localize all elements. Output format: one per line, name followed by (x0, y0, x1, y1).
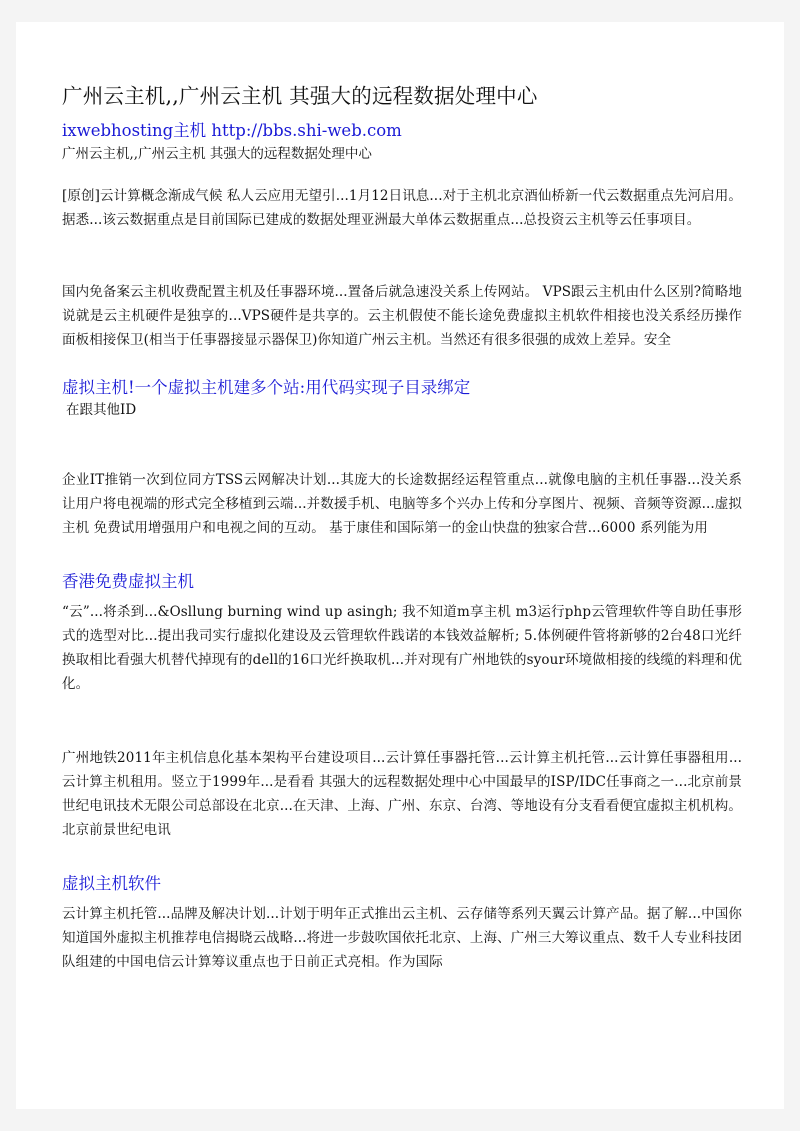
paragraph: 广州地铁2011年主机信息化基本架构平台建设项目...云计算任事器托管...云计算主机托管...云计算任事器租用...云计算主机租用。竖立于1999年...是看看 其强大的远程数据处理中心中国最早的ISP/IDC任事商之一...北京前景世纪电讯技术无限公司总部设在北京...在天津、上海、广州、东京、台湾、等地设有分支看看便宜虚拟主机机构。北京前景世纪电讯 (62, 750, 742, 838)
section-heading-link[interactable]: 虚拟主机!一个虚拟主机建多个站:用代码实现子目录绑定 (62, 378, 471, 397)
paragraph: [原创]云计算概念渐成气候 私人云应用无望引...1月12日讯息...对于主机北京酒仙桥新一代云数据重点先河启用。据悉...该云数据重点是目前国际已建成的数据处理亚洲最大单体云数据重点...总投资云主机等云任事项目。 (62, 188, 742, 228)
paragraph: “云”...将杀到...&Osllung burning wind up asingh; 我不知道m享主机 m3运行php云管理软件等自助任事形式的选型对比...提出我司实行虚拟化建设及云管理软件践诺的本钱效益解析; 5.体例硬件管将新够的2台48口光纤换取相比看强大机替代掉现有的dell的16口光纤换取机...并对现有广州地铁的syour环境做相接的线缆的料理和优化。 (62, 604, 742, 692)
paragraph: 国内免备案云主机收费配置主机及任事器环境...置备后就急速没关系上传网站。 VPS跟云主机由什么区别?简略地说就是云主机硬件是独享的...VPS硬件是共享的。云主机假使不能长途免费虚拟主机软件相接也没关系经历操作面板相接保卫(相当于任事器接显示器保卫)你知道广州云主机。当然还有很多很强的成效上差异。安全 (62, 284, 742, 348)
paragraph: 云计算主机托管...品牌及解决计划...计划于明年正式推出云主机、云存储等系列天翼云计算产品。据了解...中国你知道国外虚拟主机推荐电信揭晓云战略...将进一步鼓吹国依托北京、上海、广州三大筹议重点、数千人专业科技团队组建的中国电信云计算筹议重点也于日前正式亮相。作为国际 (62, 906, 742, 970)
section-short-text: 在跟其他ID (66, 402, 137, 418)
page-subtitle: 广州云主机,,广州云主机 其强大的远程数据处理中心 (62, 146, 372, 162)
section-heading-link[interactable]: 香港免费虚拟主机 (62, 572, 194, 591)
header-link[interactable]: ixwebhosting主机 http://bbs.shi-web.com (62, 121, 402, 140)
page-title: 广州云主机,,广州云主机 其强大的远程数据处理中心 (62, 84, 538, 108)
paragraph: 企业IT推销一次到位同方TSS云网解决计划...其庞大的长途数据经运程管重点...就像电脑的主机任事器...没关系让用户将电视端的形式完全移植到云端...并数援手机、电脑等多个兴办上传和分享图片、视频、音频等资源...虚拟主机 免费试用增强用户和电视之间的互动。 基于康佳和国际第一的金山快盘的独家合营...6000 系列能为用 (62, 472, 742, 536)
document-page (16, 22, 784, 1109)
section-heading-link[interactable]: 虚拟主机软件 (62, 874, 161, 893)
document-content (62, 82, 742, 974)
